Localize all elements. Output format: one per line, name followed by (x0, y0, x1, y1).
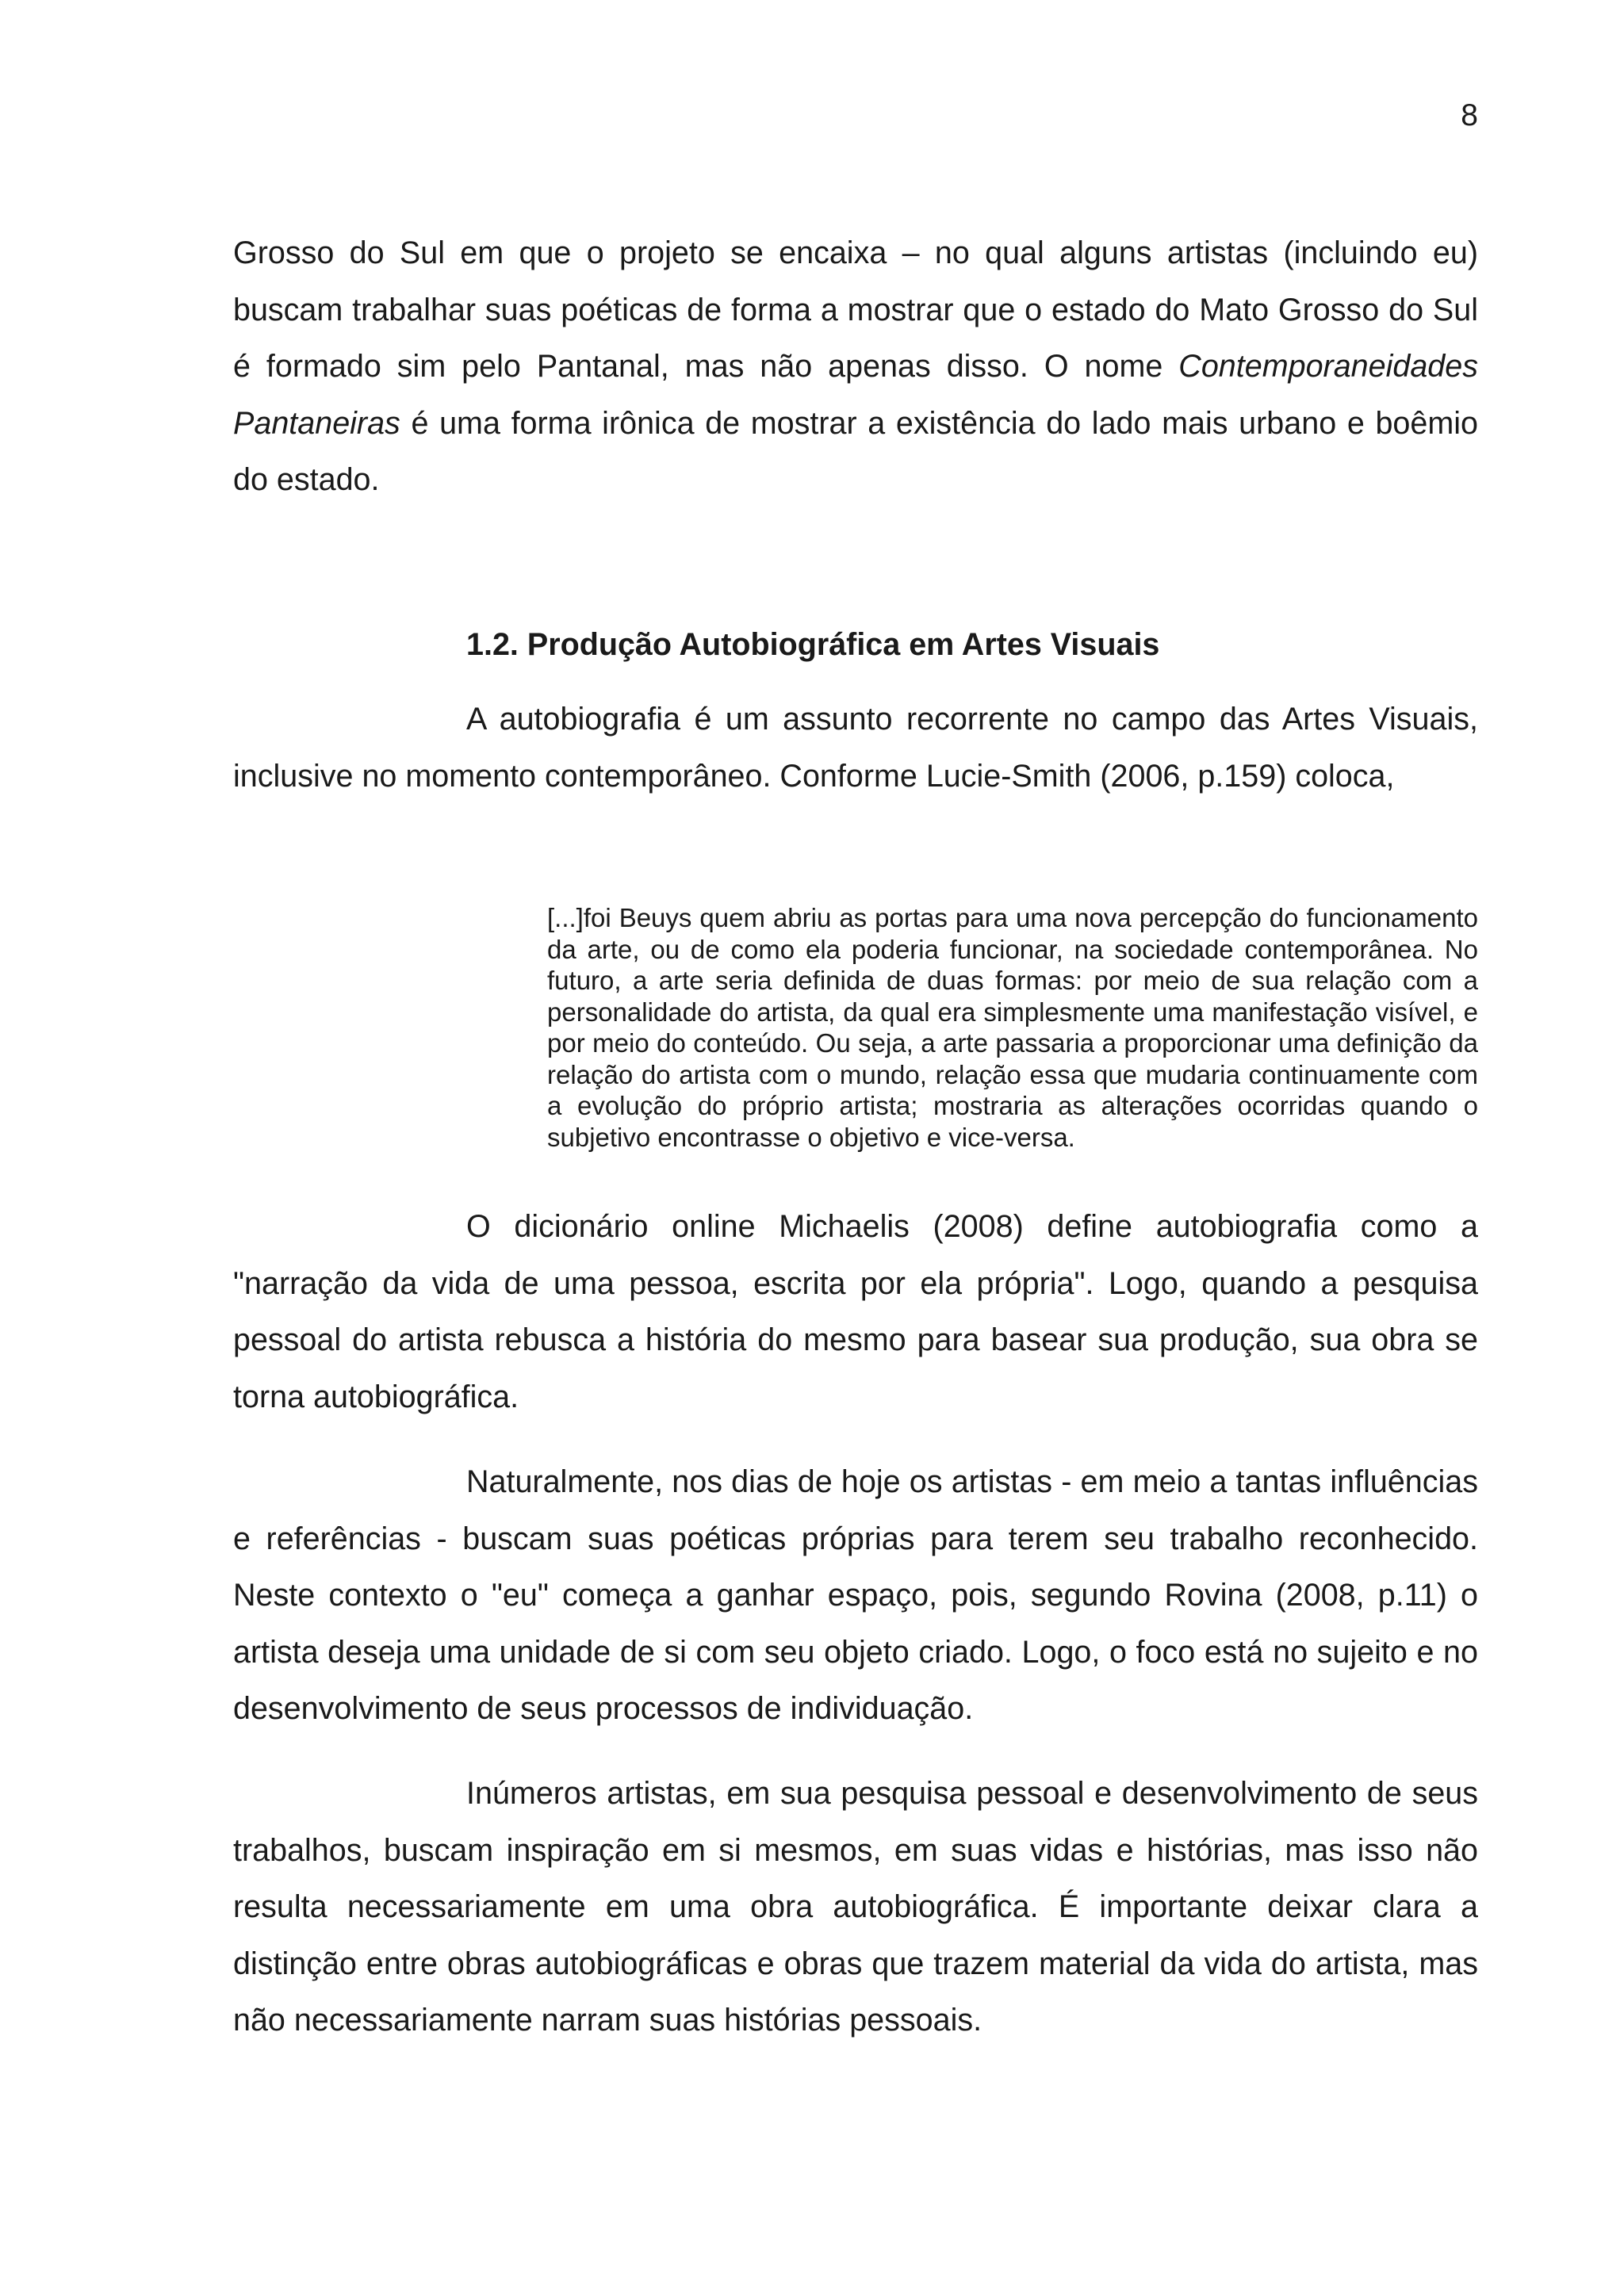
intro-text-start: Grosso do Sul em que o projeto se encaixa – no qual alguns artistas (incluindo eu) buscam trabalhar suas poéticas de forma a mostrar que o estado do Mato Grosso do Sul é formado sim pelo Pantanal, mas não apenas disso. O nome (233, 235, 1478, 384)
body-paragraph-3-text: Inúmeros artistas, em sua pesquisa pessoal e desenvolvimento de seus trabalhos, buscam inspiração em si mesmos, em suas vidas e histórias, mas isso não resulta necessariamente em uma obra autobiográfica. É importante deixar clara a distinção entre obras autobiográficas e obras que trazem material da vida do artista, mas não necessariamente narram suas histórias pessoais. (233, 1776, 1478, 2038)
block-quote-text: [...]foi Beuys quem abriu as portas para uma nova percepção do funcionamento da arte, ou de como ela poderia funcionar, na sociedade contemporânea. No futuro, a arte seria definida de duas formas: por meio de sua relação com a personalidade do artista, da qual era simplesmente uma manifestação visível, e por meio do conteúdo. Ou seja, a arte passaria a proporcionar uma definição da relação do artista com o mundo, relação essa que mudaria continuamente com a evolução do próprio artista; mostraria as alterações ocorridas quando o subjetivo encontrasse o objetivo e vice-versa. (547, 903, 1478, 1152)
lead-paragraph-text: A autobiografia é um assunto recorrente no campo das Artes Visuais, inclusive no momento contemporâneo. Conforme Lucie-Smith (2006, p.159) coloca, (233, 702, 1478, 794)
section-heading: 1.2. Produção Autobiográfica em Artes Visuais (466, 627, 1160, 662)
body-paragraph-2 (233, 1454, 1478, 1738)
lead-paragraph (233, 691, 1478, 805)
block-quote (547, 902, 1478, 1153)
body-paragraph-2-text: Naturalmente, nos dias de hoje os artistas - em meio a tantas influências e referências - buscam suas poéticas próprias para terem seu trabalho reconhecido. Neste contexto o "eu" começa a ganhar espaço, pois, segundo Rovina (2008, p.11) o artista deseja uma unidade de si com seu objeto criado. Logo, o foco está no sujeito e no desenvolvimento de seus processos de individuação. (233, 1464, 1478, 1726)
body-paragraph-1 (233, 1199, 1478, 1425)
body-paragraph-1-text: O dicionário online Michaelis (2008) define autobiografia como a "narração da vida de uma pessoa, escrita por ela própria". Logo, quando a pesquisa pessoal do artista rebusca a história do mesmo para basear sua produção, sua obra se torna autobiográfica. (233, 1209, 1478, 1414)
italic-title: Contemporaneidades Pantaneiras (233, 349, 1478, 441)
intro-paragraph (233, 225, 1478, 509)
body-paragraph-3 (233, 1766, 1478, 2049)
intro-text-end: é uma forma irônica de mostrar a existência do lado mais urbano e boêmio do estado. (233, 405, 1478, 497)
page-number: 8 (1461, 98, 1478, 132)
